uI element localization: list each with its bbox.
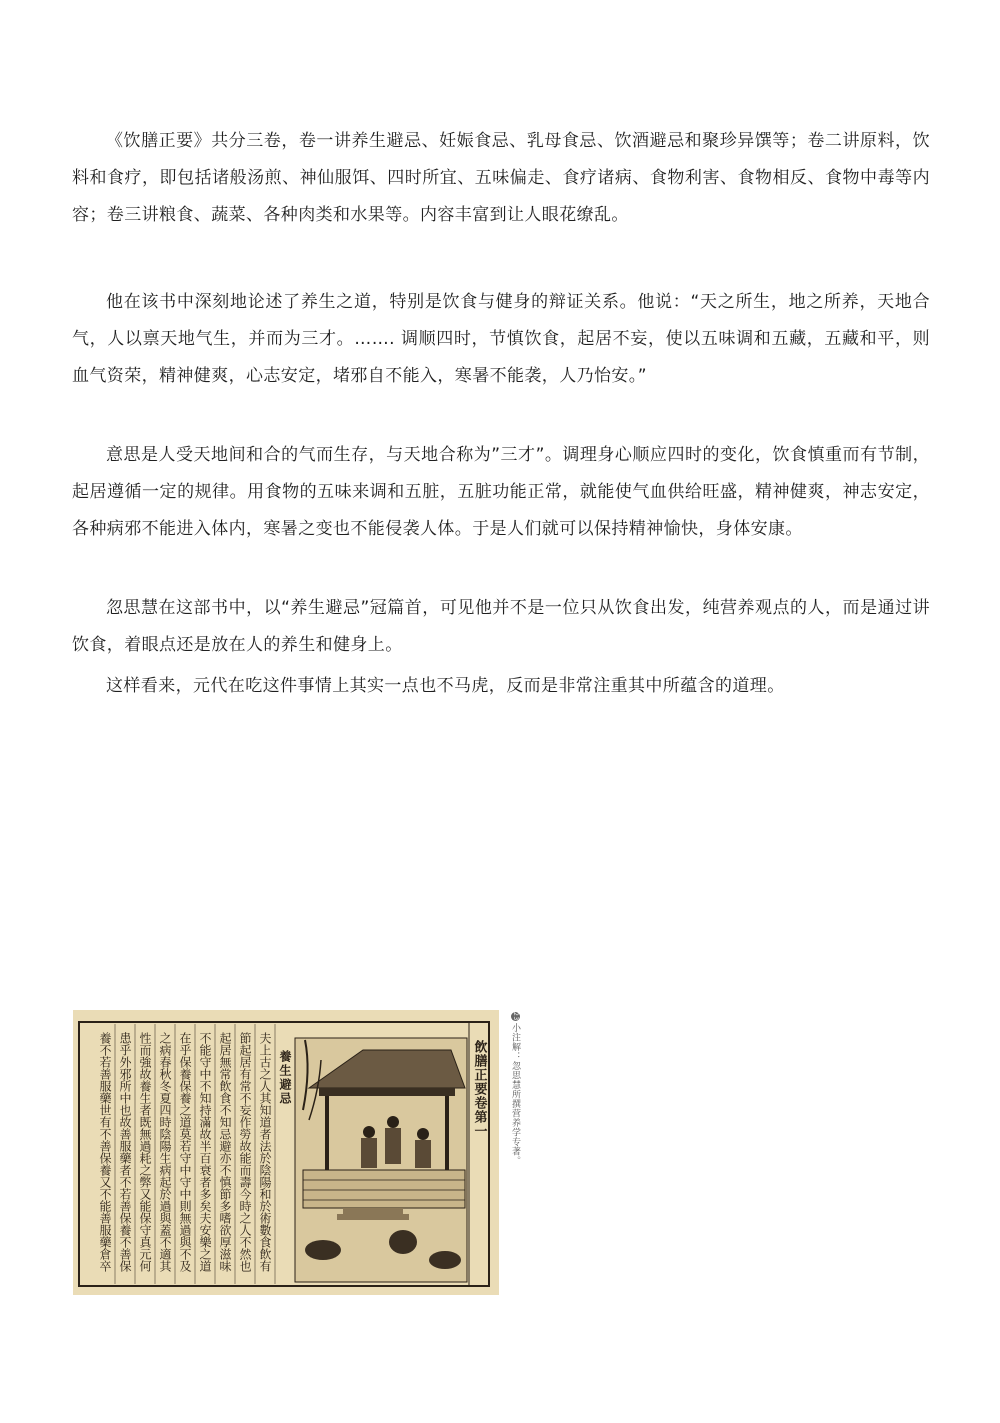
bush: [389, 1230, 417, 1254]
figure-body: [415, 1140, 431, 1168]
print-text-column: 性而強故養生者既無過耗之弊又能保守真元何: [138, 1032, 152, 1272]
print-text-column: 患乎外邪所中也故善服藥者不若善保養不善保: [118, 1032, 132, 1272]
figure-body: [385, 1128, 401, 1164]
steps: [343, 1208, 403, 1214]
paragraph-3: [72, 437, 930, 548]
paragraph-2: [72, 284, 930, 395]
paragraph-1: [72, 123, 930, 234]
rock: [429, 1251, 461, 1269]
print-title: 飲膳正要卷第一: [471, 1040, 487, 1138]
figure-head: [363, 1126, 375, 1138]
pillar: [325, 1096, 329, 1170]
print-text-column: 節起居有常不妄作勞故能而壽今時之人不然也: [238, 1032, 252, 1272]
terrace: [303, 1170, 465, 1208]
print-text-column: 不能守中不知持滿故半百衰者多矣夫安樂之道: [198, 1032, 212, 1272]
print-text-column: 在乎保養保養之道莫若守中守中則無過與不及: [178, 1032, 192, 1272]
woodblock-print-image: [73, 1010, 499, 1295]
print-section-heading: 養生避忌: [278, 1050, 292, 1106]
print-text-columns: [98, 1024, 275, 1284]
rock: [305, 1240, 341, 1260]
print-text-column: 之病春秋冬夏四時陰陽生病起於過與蓋不適其: [158, 1032, 172, 1272]
illustration-scene: [295, 1038, 467, 1282]
paragraph-text: 忽思慧在这部书中，以“养生避忌”冠篇首，可见他并不是一位只从饮食出发，纯营养观点的人，而是通过讲饮食，着眼点还是放在人的养生和健身上。: [72, 598, 930, 655]
figure-head: [417, 1128, 429, 1140]
paragraph-text: 这样看来，元代在吃这件事情上其实一点也不马虎，反而是非常注重其中所蕴含的道理。: [106, 676, 785, 696]
image-caption: [506, 1012, 520, 1166]
print-text-column: 起居無常飲食不知忌避亦不慎節多嗜欲厚滋味: [218, 1032, 232, 1272]
paragraph-text: 意思是人受天地间和合的气而生存，与天地合称为”三才”。调理身心顺应四时的变化，饮食慎重而有节制，起居遵循一定的规律。用食物的五味来调和五脏，五脏功能正常，就能使气血供给旺盛，精神健爽，神志安定，各种病邪不能进入体内，寒暑之变也不能侵袭人体。于是人们就可以保持精神愉快，身体安康。: [72, 445, 930, 539]
paragraph-5: [72, 668, 930, 705]
woodblock-print-svg: [73, 1010, 499, 1295]
figure-body: [361, 1138, 377, 1168]
paragraph-4: [72, 590, 930, 664]
caption-text: 小注解：忽思慧所撰营养学专著。: [510, 1023, 520, 1166]
pillar: [445, 1096, 449, 1170]
print-text-column: 夫上古之人其知道者法於陰陽和於術數食飲有: [258, 1032, 272, 1272]
paragraph-text: 他在该书中深刻地论述了养生之道，特别是饮食与健身的辩证关系。他说：“天之所生，地之所养，天地合气，人以禀天地气生，并而为三才。……. 调顺四时，节慎饮食，起居不妄，使以五味调和五藏，五藏和平，则血气资荣，精神健爽，心志安定，堵邪自不能入，寒暑不能袭，人乃怡安。”: [72, 292, 930, 386]
figure-head: [387, 1116, 399, 1128]
caption-marker: 23: [512, 1012, 519, 1021]
pavilion-eave: [319, 1088, 455, 1096]
print-text-column: 養不若善服藥世有不善保養又不能善服藥倉卒: [98, 1032, 112, 1272]
paragraph-text: 《饮膳正要》共分三卷，卷一讲养生避忌、妊娠食忌、乳母食忌、饮酒避忌和聚珍异馔等；卷二讲原料，饮料和食疗，即包括诸般汤煎、神仙服饵、四时所宜、五味偏走、食疗诸病、食物利害、食物相反、食物中毒等内容；卷三讲粮食、蔬菜、各种肉类和水果等。内容丰富到让人眼花缭乱。: [72, 131, 930, 225]
